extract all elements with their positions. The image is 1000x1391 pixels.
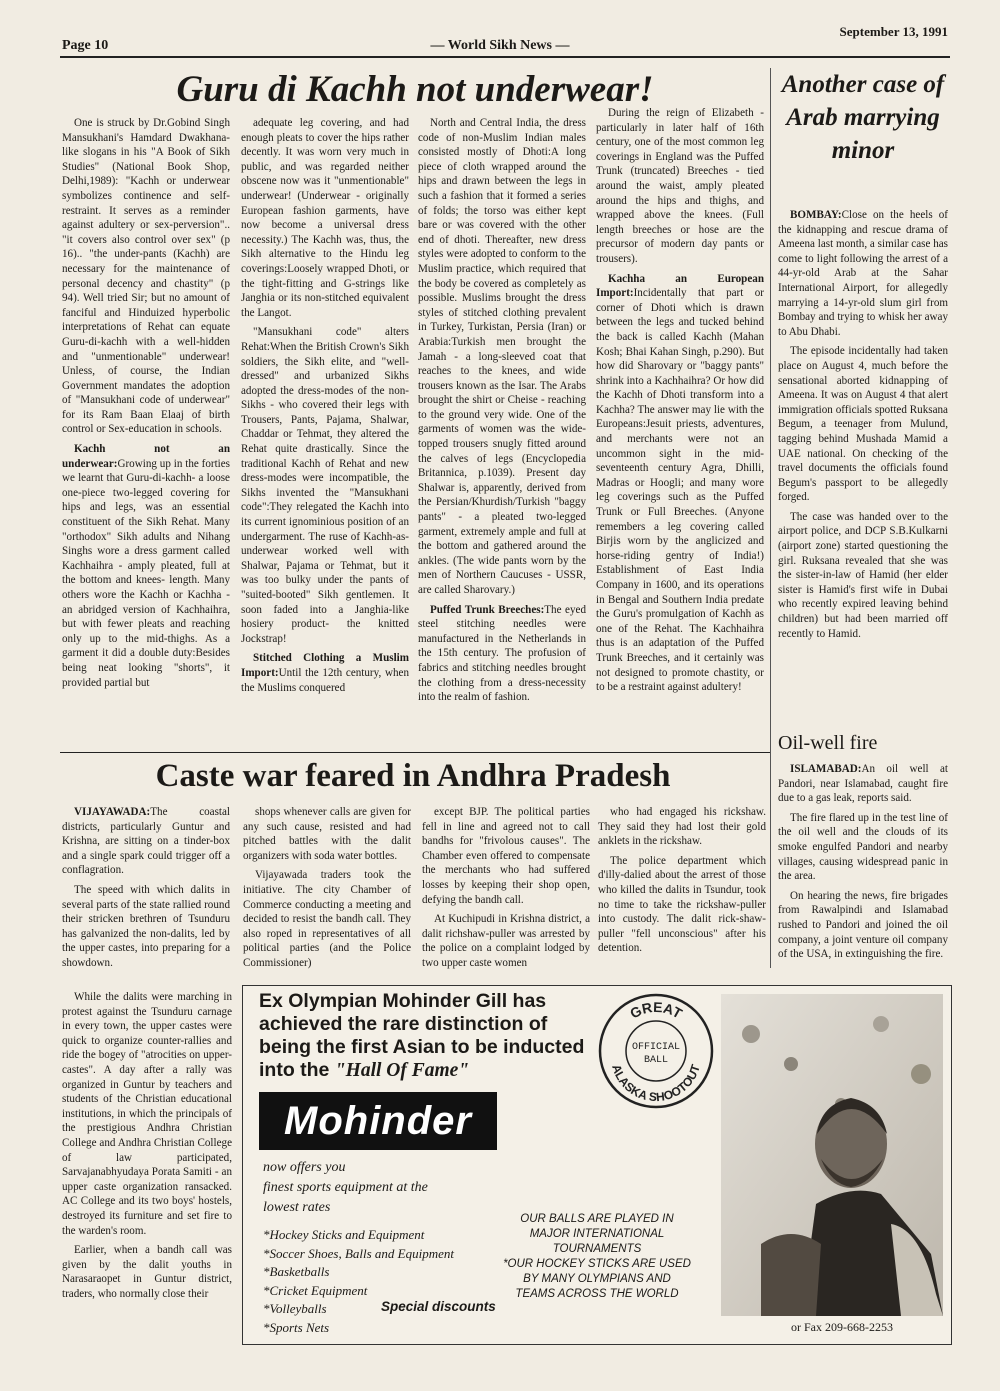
caste-paragraph: except BJP. The political parties fell in line and agreed not to call bandhs for "frivolous causes". The Chamber even offered to compensate the merchants who had suffered losses by keeping their shop open, defying the bandh call. [422,806,590,906]
paragraph-lead: Puffed Trunk Breeches: [430,603,545,616]
caste-paragraph: The speed with which dalits in several parts of the state rallied round their stricken brethren of Tsunduru has galvanized the non-dalits, led by the upper castes, into preparing for a showdown. [62,883,230,969]
kachh-paragraph: Stitched Clothing a Muslim Import:Until the 12th century, when the Muslims conquered [241,652,409,694]
claim-line: TOURNAMENTS [552,1243,642,1255]
ad-offer-line: lowest rates [263,1200,331,1215]
arab-paragraph: BOMBAY:Close on the heels of the kidnapping and rescue drama of Ameena last month, a similar case has come to light following the arrest of a 44-yr-old Arab at the Sahar International Airport, for allegedly marrying a 14-yr-old slum girl from Bombay and trying to whisk her away to Abu Dhabi. [778,209,948,338]
issue-date: September 13, 1991 [839,24,948,39]
ad-headline-prefix: into the [259,1059,335,1081]
claim-line: OUR BALLS ARE PLAYED IN [520,1213,674,1225]
caste-paragraph: shops whenever calls are given for any such cause, resisted and had pitched battles with the dalit organizers with soda water bottles. [243,806,411,862]
ad-offer [263,1158,428,1218]
kachh-headline: Guru di Kachh not underwear! [176,69,654,110]
kachh-paragraph: North and Central India, the dress code of non-Muslim Indian males consisted mostly of Dhoti:A long piece of cloth wrapped around the hips and drawn between the legs in such a fashion that it formed a series of folds; the torso was either kept bare or was covered with the other end of dhoti. Thereafter, new dress styles were adopted to conform to the Muslim practice, which required that the body be covered as completely as possible. Muslims brought the dress styles of stitched clothing prevalent in Turkey, Turkistan, Persia (Iran) or Arabia:Turkish men brought the Jamah - a long-sleeved coat that reaches to the knees, and wide trousers known as the Isar. The Arabs brought the shirt or Cheise - reaching to the ground very wide. One of the garments of women was the wide-topped trousers snugly fitted around the calves of legs (Encyclopedia Britannica, p.1039). Present day Shalwar is, apparently, derived from the Persian/Khurdish/Turkish "baggy pants" - a pleated two-legged garment, extremely ample and full at the bottom and gathered around the ankles. (The wide pants worn by the men of Northern Caucuses - USSR, are called Sharovary.) [418,117,586,596]
player-photo-graphic [721,994,943,1316]
brand-name: Mohinder [284,1099,472,1143]
ad-headline-line: achieved the rare distinction of [259,1013,548,1035]
caste-paragraph: Vijayawada traders took the initiative. The city Chamber of Commerce conducting a meeting and decided to resist the bandh call. They also roped in representatives of all political parties (and the Police Commissioner) [243,869,411,969]
product-item: *Sports Nets [263,1319,330,1335]
ad-headline-line: Ex Olympian Mohinder Gill has [259,990,547,1012]
arab-article [778,208,948,724]
product-item: *Cricket Equipment [263,1282,368,1298]
caste-paragraph: The police department which d'illy-dalied about the arrest of those who killed the dalits in Tsundur, took no time to take the rickshaw-puller into custody. The dalit rick-shaw-puller "fell unconscious" after his detention. [598,854,766,955]
caste-column-2 [243,805,411,983]
special-discounts: Special discounts [381,1299,496,1314]
caste-continuation [62,990,232,1340]
oil-article [778,762,948,980]
oil-headline: Oil-well fire [778,732,878,754]
stamp-bottom-text: ALASKA SHOOTOUT [609,1062,703,1105]
caste-paragraph: VIJAYAWADA:The coastal districts, particularly Guntur and Krishna, are sitting on a tinder-box and a single spark could trigger off a conflagration. [62,806,230,877]
ad-offer-line: now offers you [263,1160,346,1175]
ad-product-list [263,1226,454,1337]
header-rule [60,56,950,58]
kachh-paragraph: "Mansukhani code" alters Rehat:When the British Crown's Sikh soldiers, the Sikh elite, and "well-dressed" and urbanized Sikhs adopted the dress-modes of the non-Sikhs - who covered their legs with Trousers, Pants, Pajama, Shalwar, Chaddar or Tehmat, they altered the Rehat quite drastically. Since the traditional Kachh of Rehat and new dress-modes were incompatible, the Sikhs invented the "Mansukhani code":They relegated the Kachh into its current ignominious position of an undergarment. The ruse of Kachh-as-underwear worked well with Shalwar, Pajama or Tehmat, but it was too bulky under the pants of "suited-booted" Sikh gentlemen. It soon faded into a Janghia-like hosiery product- the knitted Jockstrap! [241,326,409,645]
claim-line: BY MANY OLYMPIANS AND [523,1273,671,1285]
paragraph-lead: Kachh not an underwear: [62,443,230,470]
claim-line: MAJOR INTERNATIONAL [529,1228,665,1240]
page-number: Page 10 [62,38,109,53]
column-divider [770,68,771,968]
ad-claims [487,1212,707,1302]
product-item: *Soccer Shoes, Balls and Equipment [263,1245,454,1261]
paragraph-lead: VIJAYAWADA: [74,806,151,818]
caste-paragraph: At Kuchipudi in Krishna district, a dalit richshaw-puller was arrested by the police on a complaint lodged by two upper caste women [422,913,590,969]
brand-banner [259,1092,497,1150]
mohinder-advertisement [242,985,952,1345]
stamp-top-text: GREAT [627,998,685,1022]
kachh-paragraph: Kachha an European Import:Incidentally that part or corner of Dhoti which is drawn between the legs and tucked behind the back is called Kachh (Mahan Kosh; Bhai Kahan Singh, p.290). But how did Sharovary or "baggy pants" shrink into a Kachhaihra? Or how did the Kachh of Dhoti transform into a Kachha? The answer may lie with the Europeans:Jesuit priests, adventures, and merchants were not an uncommon sight in the mid-seventeenth century Agra, Dhilli, Madras or Hoogli; and many wore leg coverings such as the Puffed Trunk or Full Breeches. (Anyone remembers a leg covering called Birjis worn by the anglicized and horse-riding gentry of India!) Establishment of East India Company in 1600, and its operations in Bengal and Southern India predate the Guru's promulgation of Kachh as one of the Rehat. The Kachhaihra thus is an adaptation of the Puffed Trunk Breeches, and it certainly was not designed to promote chastity, or to be a restraint against adultery! [596,272,764,694]
oil-paragraph: On hearing the news, fire brigades from Rawalpindi and Islamabad rushed to Pandori and joined the oil company, a joint venture oil company of the USA, in extinguishing the fire. [778,889,948,961]
player-photo [721,994,943,1316]
paper-name: — World Sikh News — [430,38,570,53]
paragraph-lead: ISLAMABAD: [790,763,862,775]
product-item: *Hockey Sticks and Equipment [263,1227,425,1242]
ad-offer-line: finest sports equipment at the [263,1180,428,1195]
stamp-inner-text: OFFICIAL [631,1042,681,1053]
caste-column-3 [422,805,590,983]
oil-paragraph: ISLAMABAD:An oil well at Pandori, near Islamabad, caught fire due to a gas leak, reports said. [778,763,948,805]
kachh-paragraph: Kachh not an underwear:Growing up in the forties we learnt that Guru-di-kachh- a loose one-piece two-legged covering for hips and legs, was an essential constituent of the Sikh Rehat. Many "orthodox" Sikh adults and Nihang Singhs wore a dress garment called Kachhaihra - amply pleated, full at the bottom and knees- length. Many others wore the Kachh or Kachha - an abridged version of Kachhaihra, but with fewer pleats and reaching only up to the mid-thighs. As a garment it did a double duty:Besides being neat looking "shorts", it provided partial but [62,443,230,689]
kachh-paragraph: Puffed Trunk Breeches:The eyed steel stitching needles were manufactured in the Netherlands in the 15th century. The profusion of fabrics and stitching needles brought the clothing from a dress-necessity into the realm of fashion. [418,603,586,704]
kachh-column-3 [418,116,586,750]
caste-paragraph: who had engaged his rickshaw. They said they had lost their gold anklets in the rickshaw. [598,806,766,848]
caste-paragraph: Earlier, when a bandh call was given by the dalit youths in Narasaraopet in Guntur district, traders, who normally close their [62,1244,232,1300]
kachh-paragraph: One is struck by Dr.Gobind Singh Mansukhani's Hamdard Dwakhana- like slogans in his "A Book of Sikh Studies" (National Book Shop, Delhi,1989): "Kachh or underwear symbolizes continence and self-restraint. It serves as a reminder against adultery or sex-perversion".. "it covers also control over sex" (p 16).. "the under-pants (Kachh) are necessary for the maintenance of personal decency and chastity" (p 94). Well tried Sir; but no amount of fanciful and Hinduized hyperbolic interpretations of Rehat can equate Guru-di-kachh with a well-hidden and "unmentionable" underwear! Unless, of course, the Indian Government mandates the adoption of "Mansukhani code of underwear" for its Ram Baan Elaaj of birth control or Sex-education in schools. [62,117,230,436]
arab-paragraph: The case was handed over to the airport police, and DCP S.B.Kulkarni (airport zone) started questioning the girl. Ruksana revealed that she was the sister-in-law of Hamid (her elder sister is Hamid's first wife in Dubai who recently expired leaving behind children) but had been married off recently to Hamid. [778,510,948,640]
caste-headline: Caste war feared in Andhra Pradesh [155,758,671,794]
product-item: *Volleyballs [263,1301,327,1316]
ad-headline-line [259,1059,584,1082]
arab-headline: Another case of Arab marrying minor [781,71,945,164]
paragraph-lead: Stitched Clothing a Muslim Import: [241,652,409,679]
paragraph-lead: BOMBAY: [790,209,842,221]
oil-paragraph: The fire flared up in the test line of the oil well and the clouds of its smoke engulfed Pandori and nearby villages, causing widespread panic in the area. [778,811,948,883]
caste-paragraph: While the dalits were marching in protest against the Tsunduru carnage in every town, the upper castes were quick to organize counter-rallies and ride the bogey of "atrocities on upper-castes". A day after a rally was organized in Guntur by teachers and students of the Christian educational institutions, in which the principals of the prestigious Andhra Christian College and Andhra Christian College of law participated, Sarvajanabhyudaya Porata Samiti - an upper caste organization ransacked. AC College and its two boys' hostels, destroyed its furniture and set fire to the warden's room. [62,991,232,1237]
kachh-column-4 [596,106,764,750]
product-item: *Basketballs [263,1264,330,1279]
fax-number: or Fax 209-668-2253 [791,1320,893,1334]
claim-line: TEAMS ACROSS THE WORLD [515,1288,679,1300]
caste-column-1 [62,805,230,983]
official-ball-stamp [597,992,715,1110]
kachh-column-2 [241,116,409,750]
ad-headline [259,990,584,1082]
kachh-bottom-rule [60,752,770,753]
stamp-graphic [597,992,715,1110]
ad-headline-line: being the first Asian to be inducted [259,1036,585,1058]
kachh-column-1 [62,116,230,750]
kachh-paragraph: adequate leg covering, and had enough pleats to cover the hips rather decently. It was worn very much in public, and was regarded neither obscene now was it "unmentionable" underwear! (Underwear - originally European fashion garments, have now become a universal dress necessity.) The Kachh was, thus, the Sikh alternative to the Hindu leg coverings:Loosely wrapped Dhoti, or the tight-fitting and G-strings like Janghia or its non-stitched equivalent the Langot. [241,117,409,319]
stamp-inner-text: BALL [643,1055,669,1066]
kachh-paragraph: During the reign of Elizabeth - particularly in later half of 16th century, one of the most common leg coverings in England was the Puffed Trunk (truncated) Breeches - tied around the waist, amply pleated around the hips and thighs, and wrapped above the knees. (Full length breeches or hose are the precursor of modern day pants or trousers). [596,107,764,265]
hall-of-fame-text: "Hall Of Fame" [334,1060,470,1081]
claim-line: *OUR HOCKEY STICKS ARE USED [503,1258,691,1270]
caste-column-4 [598,805,766,983]
arab-paragraph: The episode incidentally had taken place on August 4, much before the sensational aborted kidnapping of Ameena. It was on August 4 that alert immigration officials spotted Ruksana Begum, a teenager from Mulund, tagging behind Mushada Mamid a UAE national. On checking of the travel documents the officials found Begum's passport to be allegedly forged. [778,345,948,504]
paragraph-lead: Kachha an European Import: [596,272,764,300]
